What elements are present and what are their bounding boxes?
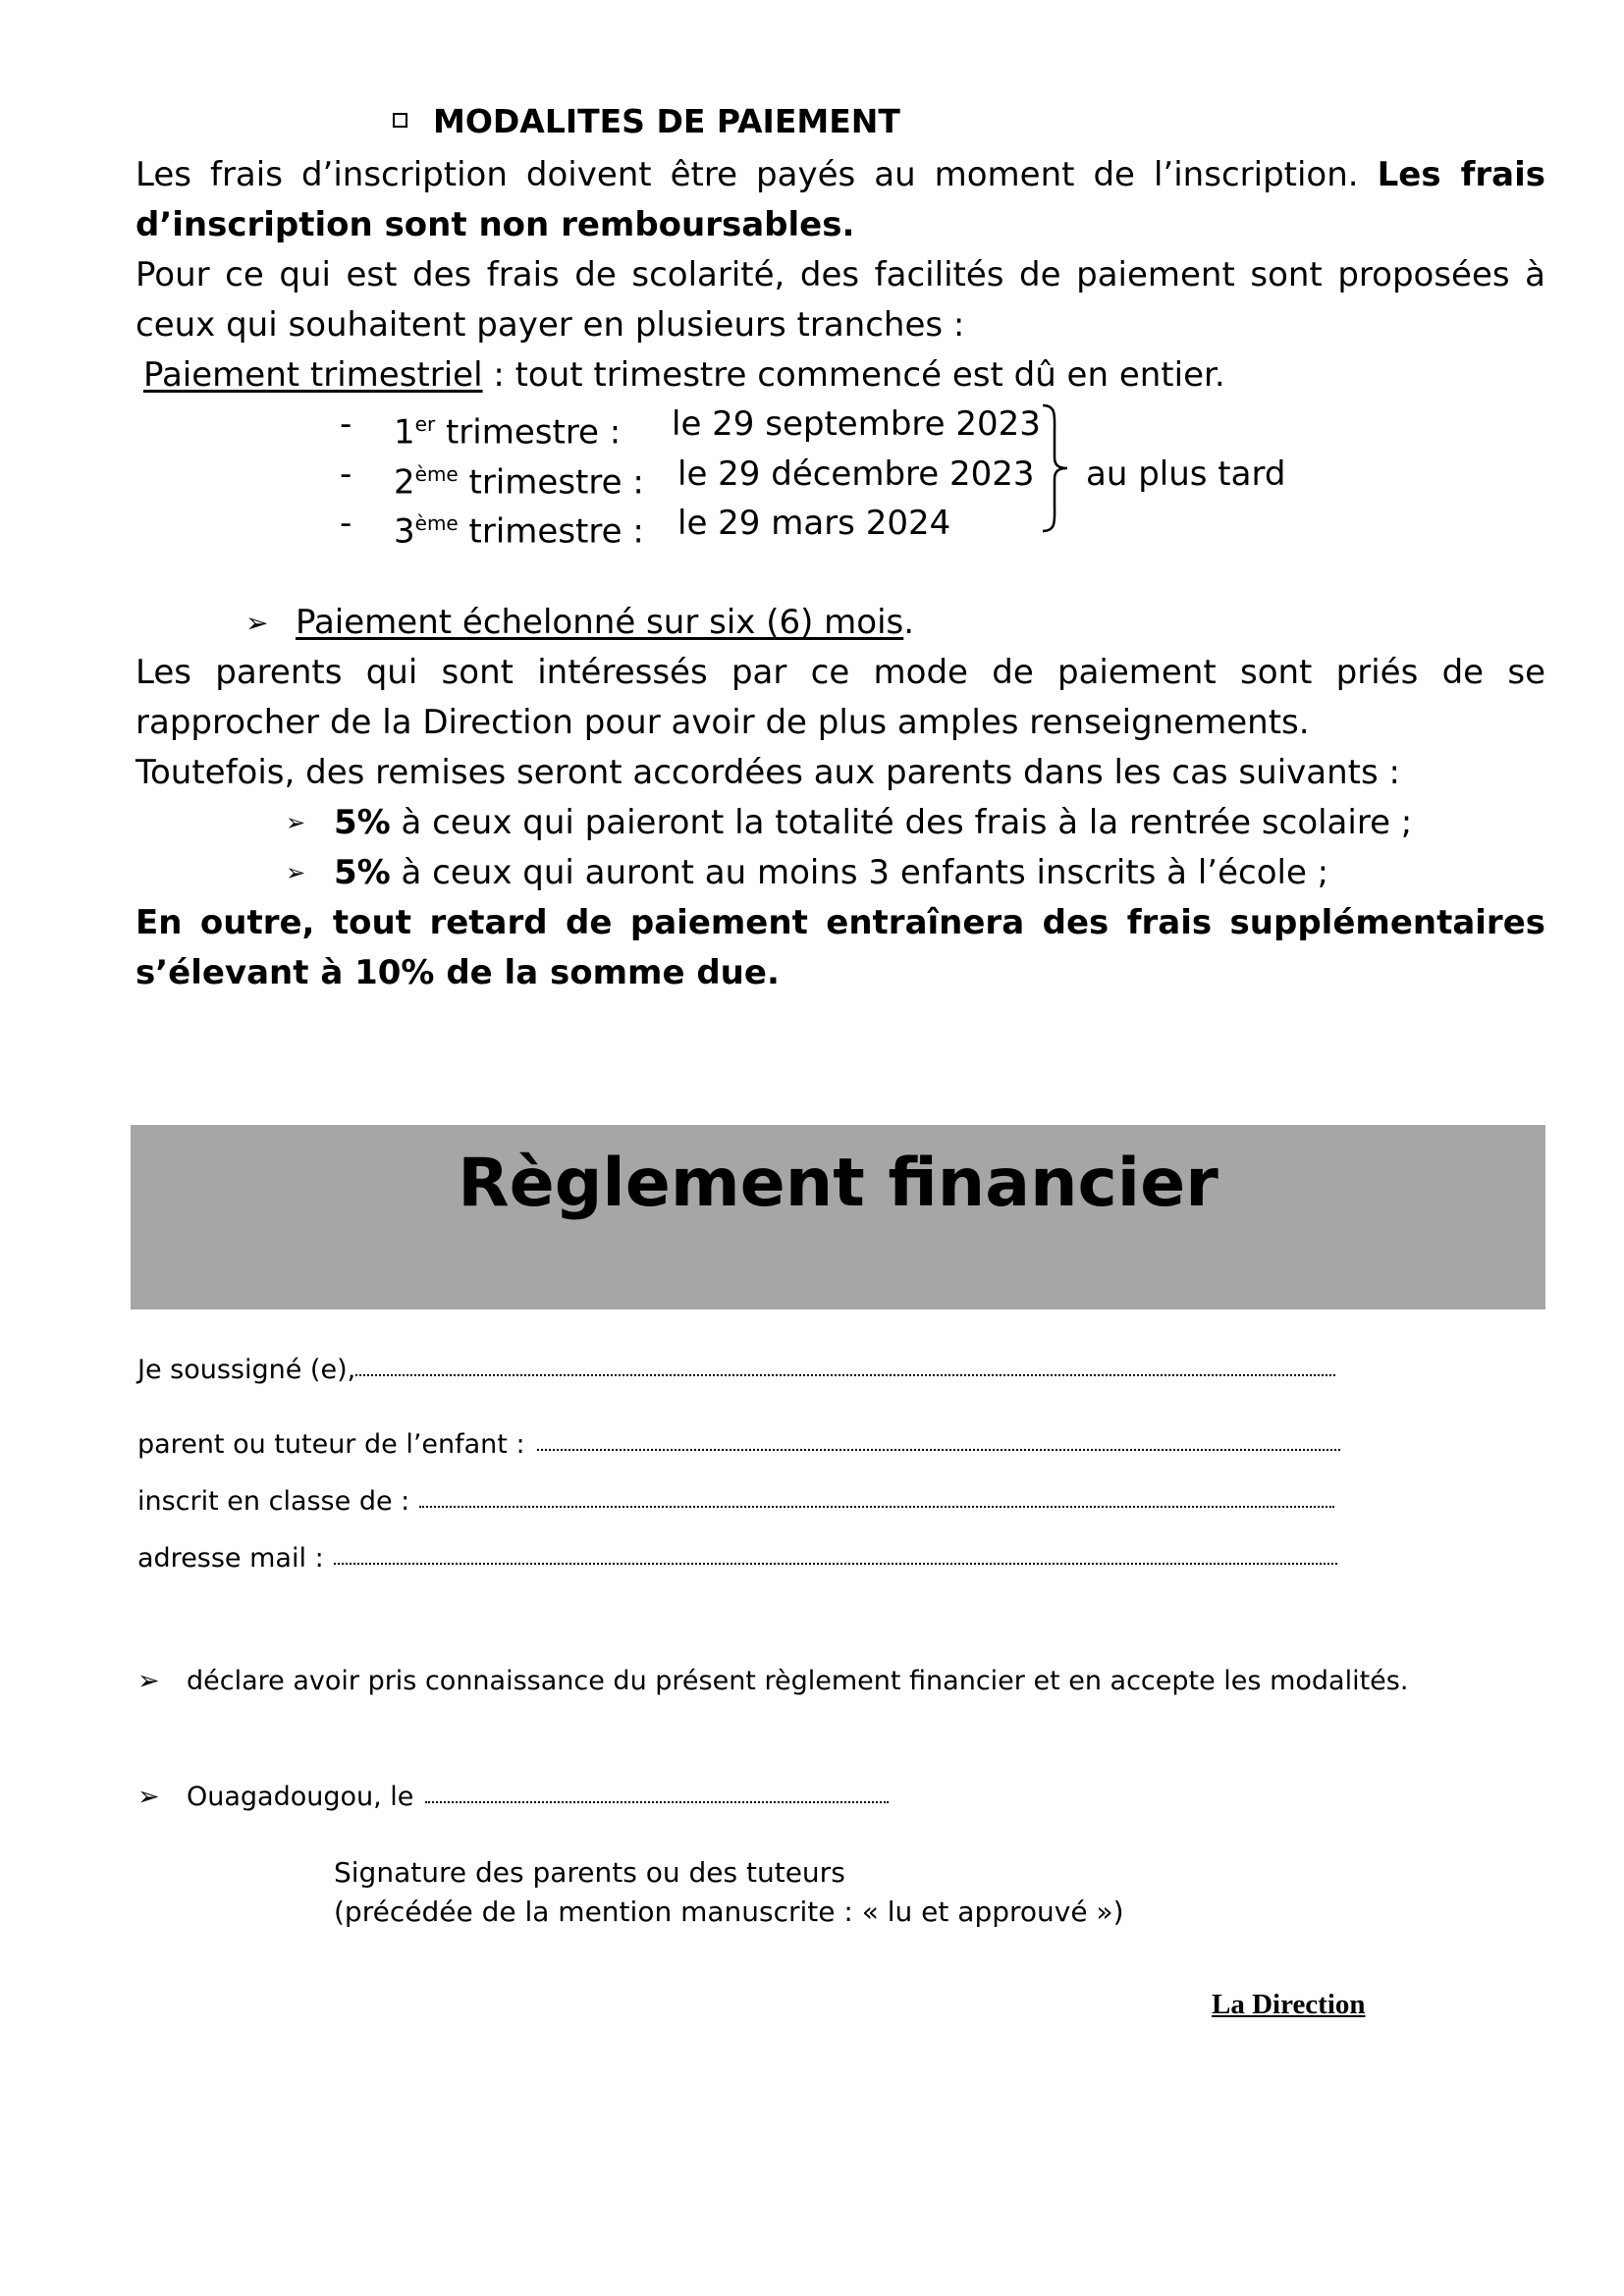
paragraph-retard: En outre, tout retard de paiement entraînera des frais supplémentaires s’élevant à 10% de la somme due. [135, 903, 1545, 992]
brace-note: au plus tard [1086, 454, 1286, 494]
remise-2: 5% à ceux qui auront au moins 3 enfants inscrits à l’école ; [334, 853, 1329, 892]
paragraph-inscription: Les frais d’inscription doivent être payés au moment de l’inscription. Les frais d’inscription sont non remboursables. [135, 155, 1545, 244]
trimester-2-dash: - [340, 454, 352, 494]
arrow-bullet-icon: ➢ [286, 809, 306, 836]
banner-title: Règlement financier [458, 1145, 1218, 1222]
right-brace-icon [1039, 402, 1072, 534]
title-banner [131, 1125, 1545, 1309]
paragraph-direction: Les parents qui sont intéressés par ce mode de paiement sont priés de se rapprocher de la Direction pour avoir de plus amples renseignements. [135, 653, 1545, 742]
paragraph-remises: Toutefois, des remises seront accordées aux parents dans les cas suivants : [135, 753, 1400, 792]
signature-block: Signature des parents ou des tuteurs (précédée de la mention manuscrite : « lu et approuvé ») [334, 1856, 1124, 1928]
form-mail: adresse mail : [137, 1539, 1337, 1578]
direction-signature: La Direction [1212, 1989, 1366, 2020]
fill-line[interactable] [419, 1506, 1334, 1508]
trimester-1-date: le 29 septembre 2023 [672, 404, 1041, 444]
checkbox-bullet-icon [393, 113, 407, 128]
fill-line[interactable] [425, 1801, 889, 1803]
remise-1: 5% à ceux qui paieront la totalité des frais à la rentrée scolaire ; [334, 803, 1413, 842]
trimester-3-dash: - [340, 504, 352, 543]
fill-line[interactable] [334, 1563, 1337, 1565]
arrow-bullet-icon: ➢ [286, 859, 306, 886]
trimester-1-dash: - [340, 404, 352, 444]
fill-line[interactable] [537, 1449, 1340, 1451]
section-title: MODALITES DE PAIEMENT [393, 102, 900, 140]
arrow-bullet-icon: ➢ [245, 607, 269, 639]
form-soussigne: Je soussigné (e), [137, 1351, 1335, 1390]
paragraph-scolarite: Pour ce qui est des frais de scolarité, des facilités de paiement sont proposées à ceux qui souhaitent payer en plusieurs tranches : [135, 255, 1545, 345]
trimester-3-label: 3ème trimestre : [394, 511, 644, 552]
trimester-1-label: 1er trimestre : [394, 412, 622, 453]
form-declare: déclare avoir pris connaissance du présent règlement financier et en accepte les modalités. [187, 1666, 1409, 1696]
trimester-3-date: le 29 mars 2024 [677, 504, 951, 543]
form-lieu: Ouagadougou, le [187, 1778, 889, 1817]
form-classe: inscrit en classe de : [137, 1482, 1334, 1522]
echelonne-line: Paiement échelonné sur six (6) mois. [296, 603, 915, 642]
arrow-bullet-icon: ➢ [137, 1666, 160, 1696]
trimester-2-label: 2ème trimestre : [394, 462, 644, 503]
trimester-2-date: le 29 décembre 2023 [677, 454, 1035, 494]
trimestriel-line: Paiement trimestriel : tout trimestre commencé est dû en entier. [143, 355, 1225, 395]
fill-line[interactable] [355, 1374, 1335, 1376]
form-parent: parent ou tuteur de l’enfant : [137, 1425, 1340, 1465]
arrow-bullet-icon: ➢ [137, 1782, 160, 1812]
